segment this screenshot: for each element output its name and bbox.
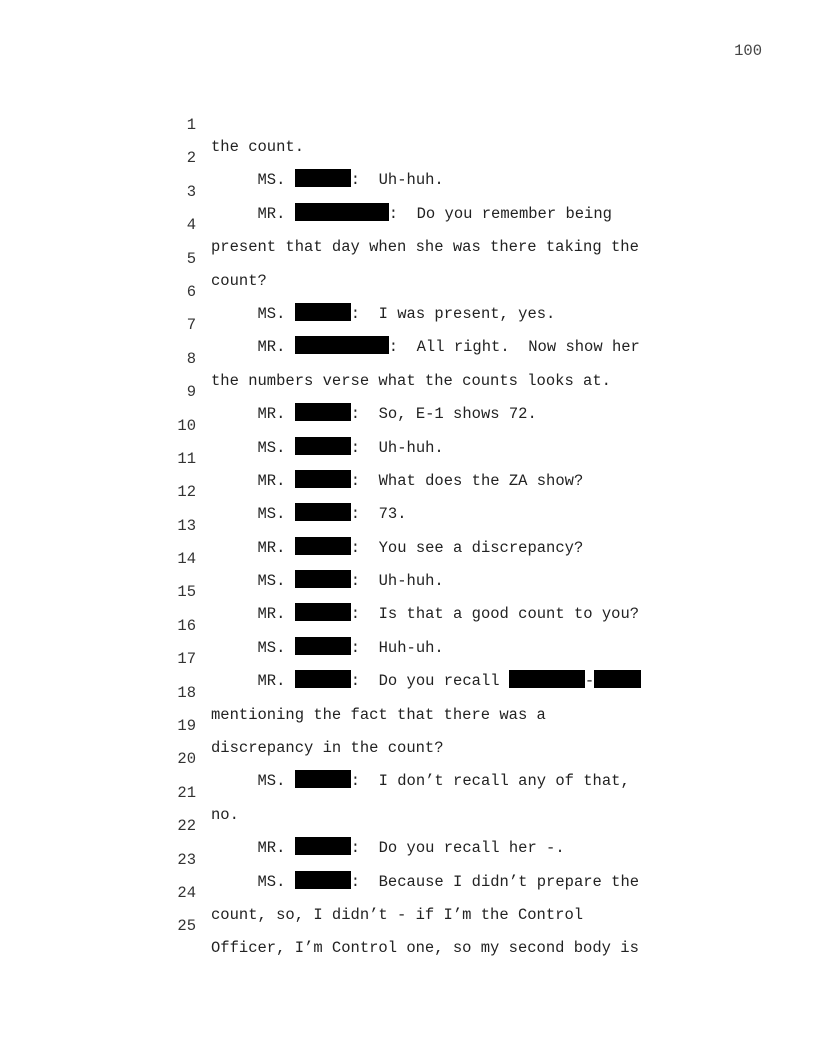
line-number: 19 (177, 717, 196, 736)
speaker-title: MR. (211, 839, 295, 858)
line-number: 13 (177, 516, 196, 535)
line-text: present that day when she was there taking the (211, 238, 639, 257)
line-number: 24 (177, 883, 196, 902)
transcript-line (0, 226, 816, 290)
line-number: 11 (177, 449, 196, 468)
line-text: discrepancy in the count? (211, 739, 444, 758)
transcript-line (0, 526, 816, 591)
spoken-text: : I was present, yes. (350, 304, 556, 323)
transcript-line (0, 827, 816, 891)
line-number: 25 (177, 917, 196, 936)
transcript-line (0, 593, 816, 657)
speaker-title: MR. (211, 672, 295, 691)
speaker-title: MS. (211, 572, 295, 591)
line-number: 18 (177, 683, 196, 702)
line-number: 14 (177, 550, 196, 569)
spoken-text: : Do you recall (350, 672, 509, 691)
spoken-text: : Is that a good count to you? (350, 605, 640, 624)
transcript-line (0, 426, 816, 490)
speaker-title: MS. (211, 872, 295, 891)
transcript-line (0, 626, 816, 691)
transcript-line (0, 92, 816, 156)
speaker-title: MR. (211, 405, 295, 424)
transcript-line (0, 292, 816, 357)
transcript-line (0, 793, 816, 858)
line-number: 17 (177, 650, 196, 669)
transcript-line (0, 493, 816, 557)
speaker-title: MR. (211, 538, 295, 557)
spoken-text: : Do you remember being (388, 204, 612, 223)
line-number: 12 (177, 483, 196, 502)
line-number: 9 (186, 383, 196, 402)
line-number: 6 (186, 282, 196, 301)
spoken-text: : So, E-1 shows 72. (350, 405, 537, 424)
line-text: the count. (211, 138, 305, 156)
line-number: 21 (177, 783, 196, 802)
spoken-text: : Uh-huh. (350, 572, 444, 591)
transcript-line (0, 860, 816, 924)
line-text: Officer, I’m Control one, so my second body is (211, 939, 639, 958)
transcript-line (0, 359, 816, 424)
line-number: 8 (186, 349, 196, 368)
transcript-line (0, 760, 816, 824)
line-number: 15 (177, 583, 196, 602)
transcript-line (0, 159, 816, 223)
spoken-text: : I don’t recall any of that, (350, 772, 630, 791)
spoken-text: : Because I didn’t prepare the (350, 872, 640, 891)
line-text: no. (211, 805, 239, 824)
transcript-line (0, 192, 816, 257)
transcript-line (0, 125, 816, 190)
spoken-text: : Uh-huh. (350, 438, 444, 457)
transcript-line (0, 393, 816, 457)
line-number: 2 (186, 149, 196, 168)
line-text: count, so, I didn’t - if I’m the Control (211, 905, 584, 924)
speaker-title: MS. (211, 171, 295, 190)
speaker-title: MS. (211, 438, 295, 457)
spoken-text: : Huh-uh. (350, 638, 444, 657)
line-text: the numbers verse what the counts looks at. (211, 371, 611, 390)
line-number: 23 (177, 850, 196, 869)
speaker-title: MS. (211, 304, 295, 323)
page-number: 100 (734, 42, 762, 60)
transcript-line (0, 559, 816, 624)
spoken-text: : 73. (350, 505, 407, 524)
transcript-body (0, 92, 816, 958)
line-text: count? (211, 271, 267, 290)
transcript-line (0, 660, 816, 724)
spoken-text: : Uh-huh. (350, 171, 444, 190)
name-hyphen: - (584, 672, 595, 691)
line-text: mentioning the fact that there was a (211, 705, 546, 724)
line-number: 10 (177, 416, 196, 435)
speaker-title: MR. (211, 605, 295, 624)
spoken-text: : You see a discrepancy? (350, 538, 584, 557)
line-number: 1 (186, 116, 196, 134)
line-number: 3 (186, 182, 196, 201)
spoken-text: : Do you recall her -. (350, 839, 565, 858)
line-number: 20 (177, 750, 196, 769)
transcript-line (0, 459, 816, 524)
speaker-title: MR. (211, 471, 295, 490)
transcript-line (0, 326, 816, 390)
speaker-title: MR. (211, 204, 295, 223)
spoken-text: : What does the ZA show? (350, 471, 584, 490)
speaker-title: MR. (211, 338, 295, 357)
transcript-line (0, 259, 816, 323)
transcript-line (0, 726, 816, 791)
line-number: 7 (186, 316, 196, 335)
line-number: 4 (186, 216, 196, 235)
speaker-title: MS. (211, 638, 295, 657)
line-number: 16 (177, 616, 196, 635)
spoken-text: : All right. Now show her (388, 338, 640, 357)
speaker-title: MS. (211, 772, 295, 791)
transcript-line (0, 893, 816, 958)
speaker-title: MS. (211, 505, 295, 524)
line-number: 5 (186, 249, 196, 268)
transcript-line (0, 693, 816, 758)
line-number: 22 (177, 817, 196, 836)
